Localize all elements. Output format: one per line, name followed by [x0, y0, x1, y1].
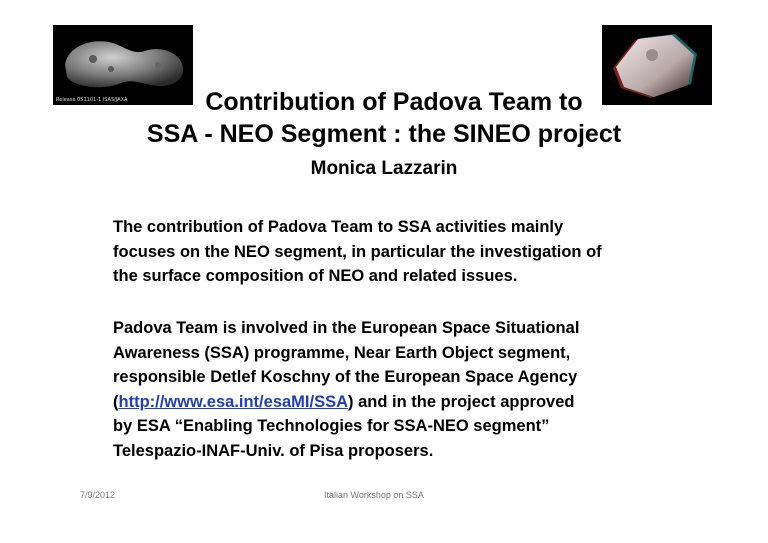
paragraph-intro-line: the surface composition of NEO and related issues.	[113, 267, 518, 285]
paragraph-involvement-line	[113, 390, 693, 415]
footer-event: Italian Workshop on SSA	[324, 490, 424, 500]
paragraph-involvement	[113, 316, 693, 463]
paragraph-involvement-line: by ESA “Enabling Technologies for SSA-NEO segment”	[113, 417, 550, 435]
open-paren: (	[113, 392, 119, 411]
esa-ssa-link[interactable]: http://www.esa.int/esaMI/SSA	[118, 392, 349, 411]
paragraph-intro-line: The contribution of Padova Team to SSA activities mainly	[113, 218, 564, 236]
paragraph-intro-line: focuses on the NEO segment, in particular the investigation of	[113, 242, 602, 261]
paragraph-involvement-line: Padova Team is involved in the European Space Situational	[113, 319, 580, 337]
paragraph-involvement-line: Telespazio-INAF-Univ. of Pisa proposers.	[113, 441, 434, 460]
paragraph-intro	[113, 215, 693, 289]
footer-date: 7/9/2012	[80, 490, 116, 500]
paragraph-involvement-line: responsible Detlef Koschny of the European Space Agency	[113, 368, 578, 386]
author-name: Monica Lazzarin	[310, 158, 458, 179]
title-line-1: Contribution of Padova Team to	[205, 88, 583, 116]
title-line-2: SSA - NEO Segment : the SINEO project	[146, 120, 622, 148]
image-credit-caption: Release 051101-1 ISAS/JAXA	[56, 97, 128, 103]
paragraph-involvement-line: Awareness (SSA) programme, Near Earth Object segment,	[113, 343, 571, 362]
paragraph-involvement-text: ) and in the project approved	[348, 392, 575, 411]
